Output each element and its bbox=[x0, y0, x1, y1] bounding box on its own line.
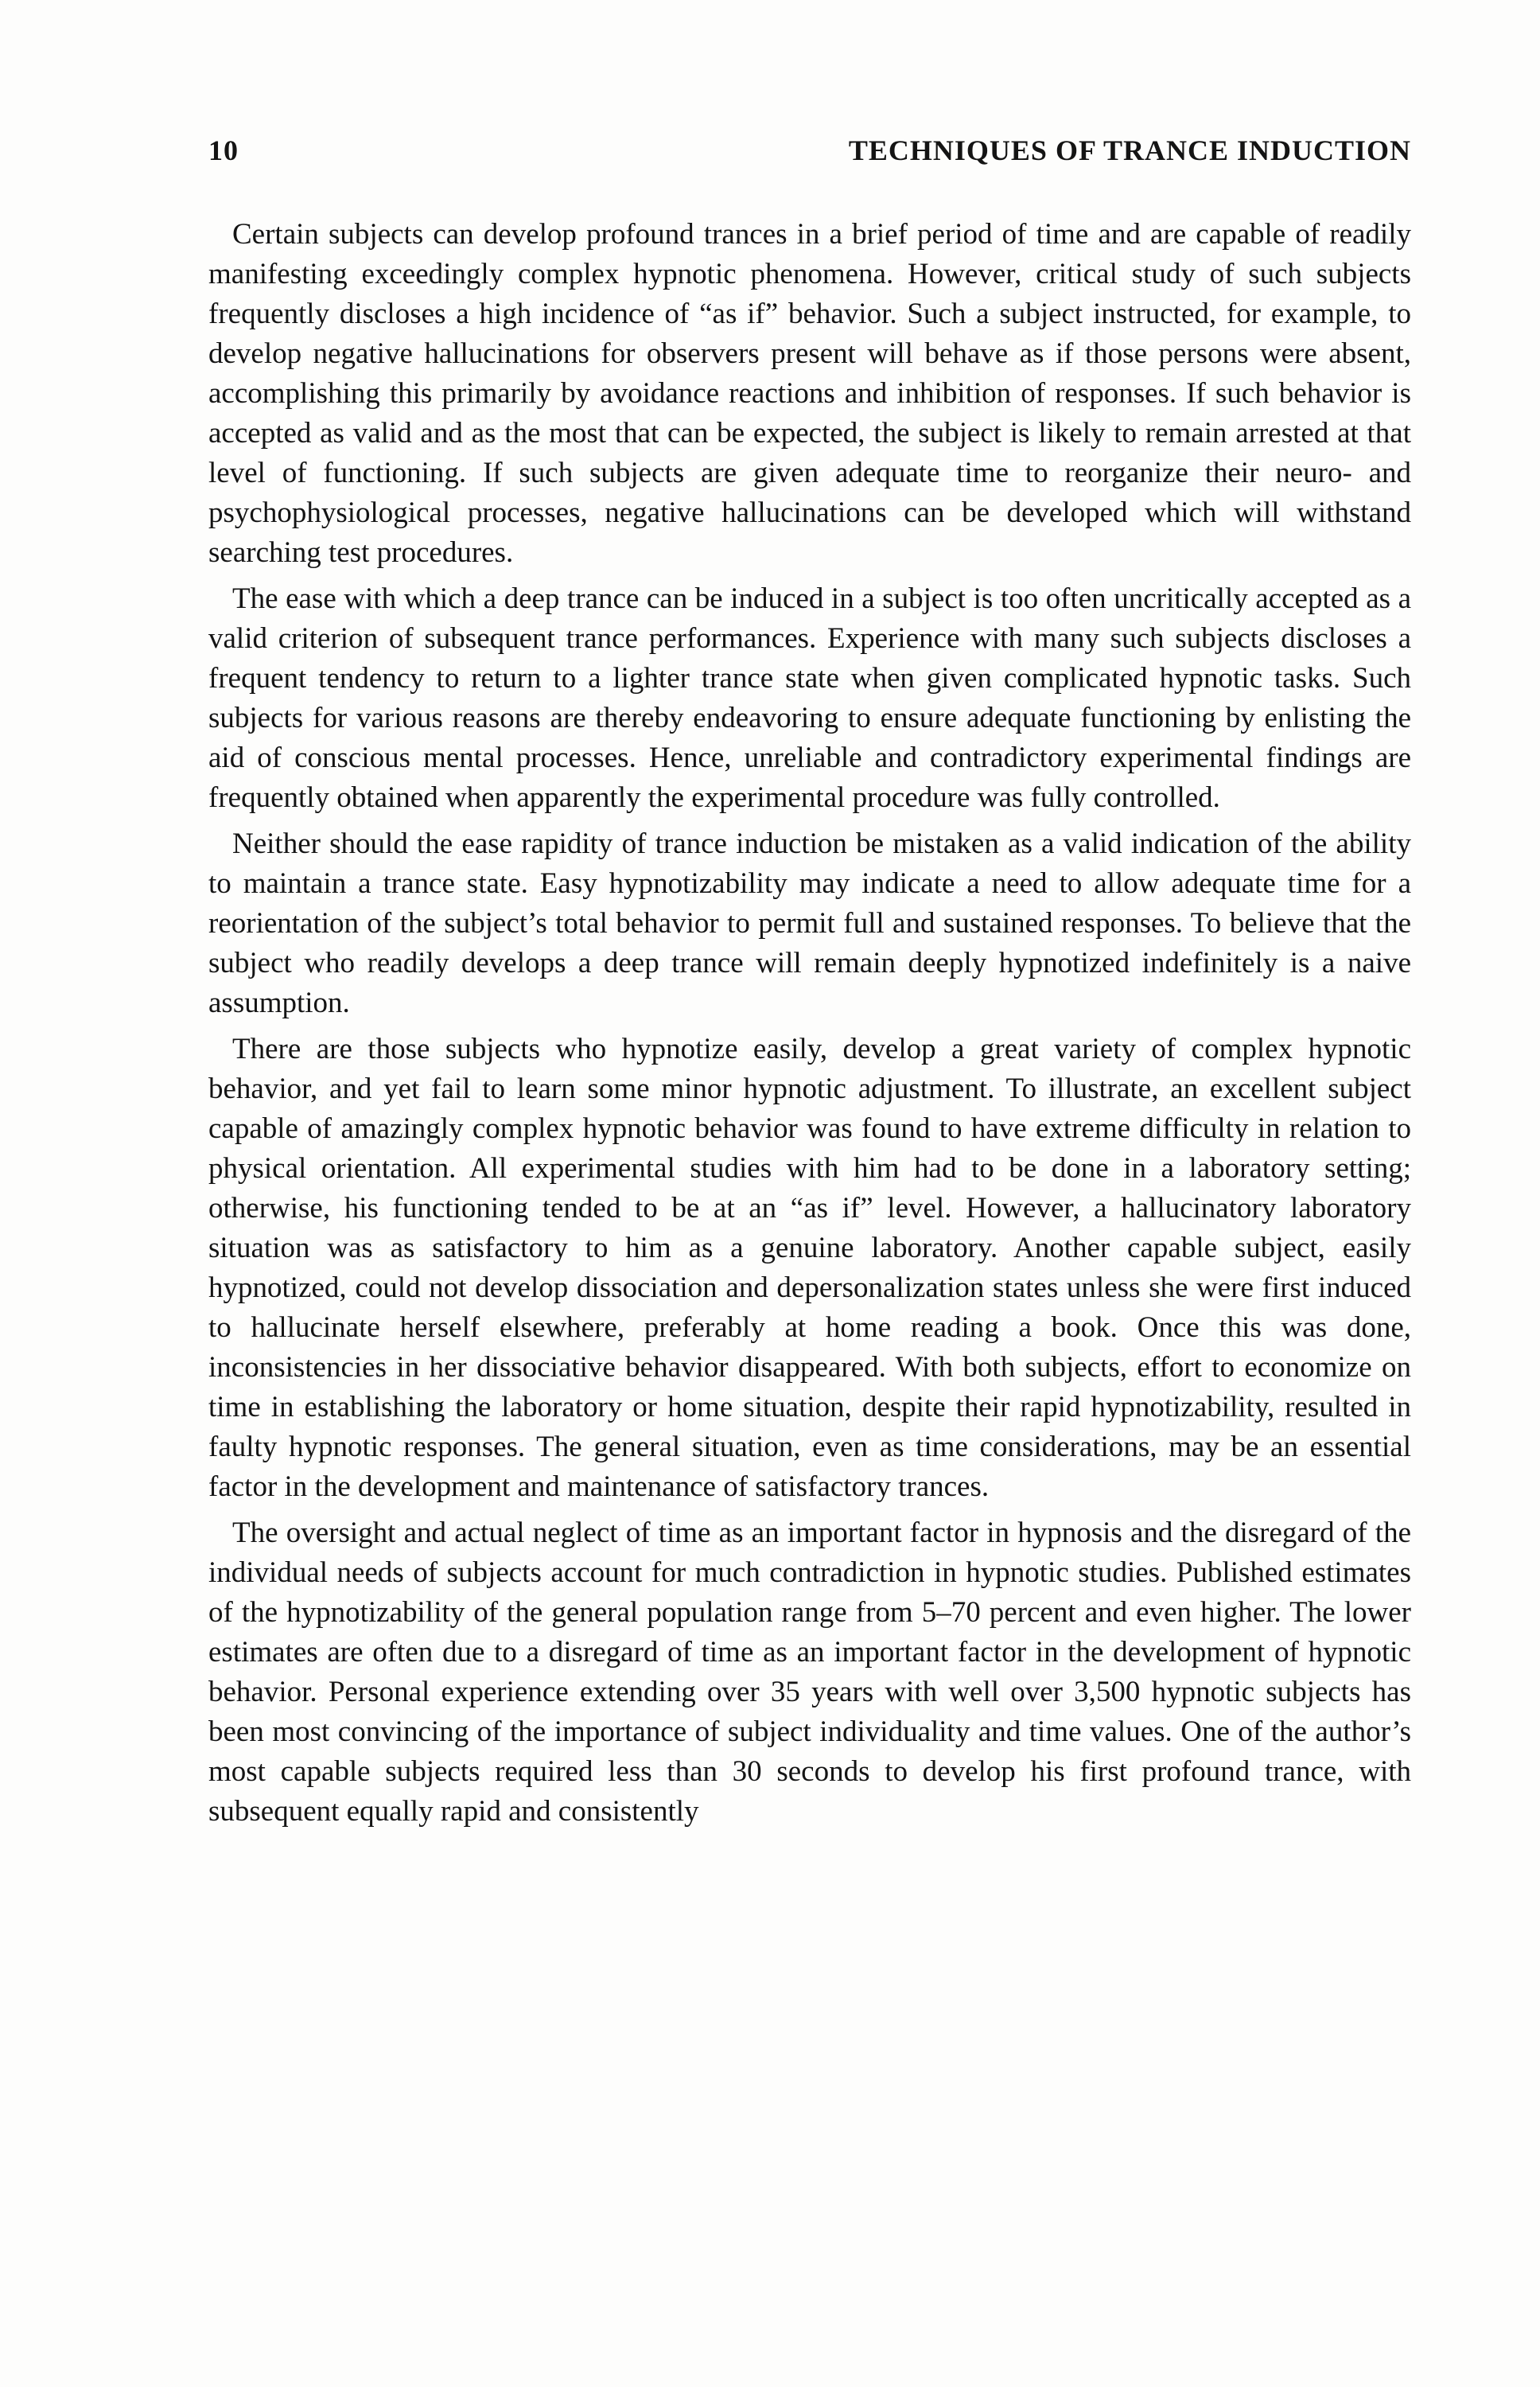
running-title: TECHNIQUES OF TRANCE INDUCTION bbox=[848, 134, 1411, 166]
paragraph-4: There are those subjects who hypnotize easily, develop a great variety of complex hypnotic behavior, and yet fail to learn some minor hypnotic adjustment. To illustrate, an excellent subject capable of amazingly complex hypnotic behavior was found to have extreme difficulty in relation to physical orientation. All experimental studies with him had to be done in a laboratory setting; otherwise, his functioning tended to be at an “as if” level. However, a hallucinatory laboratory situation was as satisfactory to him as a genuine laboratory. Another capable subject, easily hypnotized, could not develop dissociation and depersonalization states unless she were first induced to hallucinate herself elsewhere, preferably at home reading a book. Once this was done, inconsistencies in her dissociative behavior disappeared. With both subjects, effort to economize on time in establishing the laboratory or home situation, despite their rapid hypnotizability, resulted in faulty hypnotic responses. The general situation, even as time considerations, may be an essential factor in the development and maintenance of satisfactory trances. bbox=[208, 1033, 1411, 1503]
paragraph-2: The ease with which a deep trance can be induced in a subject is too often uncritically accepted as a valid criterion of subsequent trance performances. Experience with many such subjects discloses a frequent tendency to return to a lighter trance state when given complicated hypnotic tasks. Such subjects for various reasons are thereby endeavoring to ensure adequate functioning by enlisting the aid of conscious mental processes. Hence, unreliable and contradictory experimental findings are frequently obtained when apparently the experimental procedure was fully controlled. bbox=[208, 582, 1411, 814]
paragraph-1: Certain subjects can develop profound trances in a brief period of time and are capable of readily manifesting exceedingly complex hypnotic phenomena. However, critical study of such subjects frequently discloses a high incidence of “as if” behavior. Such a subject instructed, for example, to develop negative hallucinations for observers present will behave as if those persons were absent, accomplishing this primarily by avoidance reactions and inhibition of responses. If such behavior is accepted as valid and as the most that can be expected, the subject is likely to remain arrested at that level of functioning. If such subjects are given adequate time to reorganize their neuro- and psychophysiological processes, negative hallucinations can be developed which will withstand searching test procedures. bbox=[208, 218, 1411, 569]
body-text bbox=[208, 215, 1411, 1832]
paragraph-5: The oversight and actual neglect of time as an important factor in hypnosis and the disregard of the individual needs of subjects account for much contradiction in hypnotic studies. Published estimates of the hypnotizability of the general population range from 5–70 percent and even higher. The lower estimates are often due to a disregard of time as an important factor in the development of hypnotic behavior. Personal experience extending over 35 years with well over 3,500 hypnotic subjects has been most convincing of the importance of subject individuality and time values. One of the author’s most capable subjects required less than 30 seconds to develop his first profound trance, with subsequent equally rapid and consistently bbox=[208, 1517, 1411, 1828]
paragraph-3: Neither should the ease rapidity of trance induction be mistaken as a valid indication of the ability to maintain a trance state. Easy hypnotizability may indicate a need to allow adequate time for a reorientation of the subject’s total behavior to permit full and sustained responses. To believe that the subject who readily develops a deep trance will remain deeply hypnotized indefinitely is a naive assumption. bbox=[208, 827, 1411, 1019]
running-head bbox=[208, 134, 1411, 175]
page-number: 10 bbox=[208, 134, 239, 166]
